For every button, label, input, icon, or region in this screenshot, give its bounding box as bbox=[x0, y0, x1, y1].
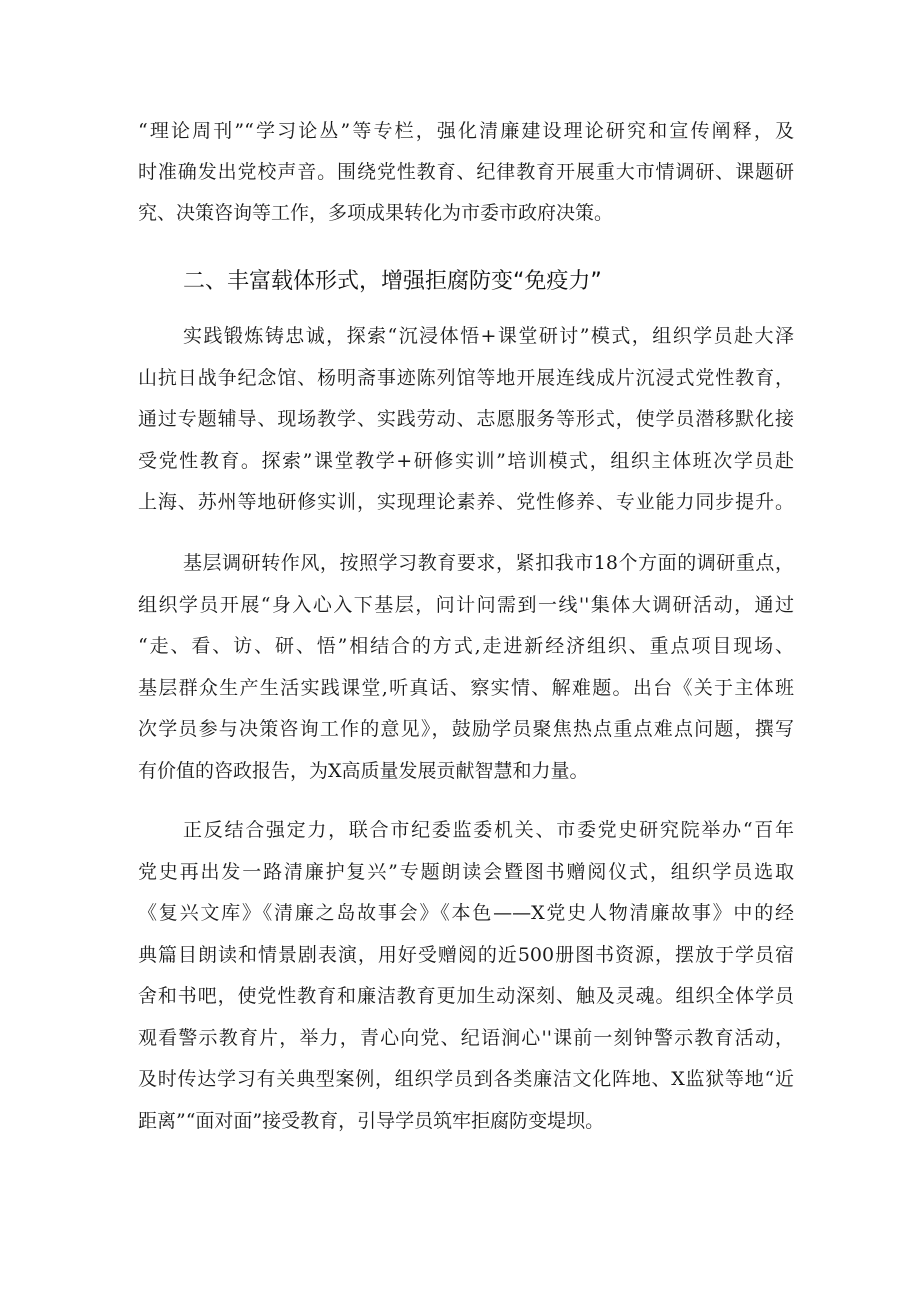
paragraph-2-line-1: 基层调研转作风，按照学习教育要求，紧扣我市18个方面的调研重点， bbox=[183, 552, 794, 574]
paragraph-3-line-5: 舍和书吧，使党性教育和廉洁教育更加生动深刻、触及灵魂。组织全体学员 bbox=[138, 985, 794, 1007]
paragraph-2-line-2: 组织学员开展“身入心入下基层，问计问需到一线''集体大调研活动，通过 bbox=[138, 594, 794, 616]
paragraph-1-line-4: 受党性教育。探索”课堂教学+研修实训”培训模式，组织主体班次学员赴 bbox=[138, 450, 794, 472]
paragraph-3-line-6: 观看警示教育片，举力，青心向党、纪语涧心''课前一刻钟警示教育活动， bbox=[138, 1027, 794, 1049]
paragraph-1-line-2: 山抗日战争纪念馆、杨明斋事迹陈列馆等地开展连线成片沉浸式党性教育， bbox=[138, 367, 794, 389]
paragraph-2-line-6: 有价值的咨政报告，为X高质量发展贡献智慧和力量。 bbox=[138, 760, 589, 782]
paragraph-3-line-3: 《复兴文库》《清廉之岛故事会》《本色——X党史人物清廉故事》中的经 bbox=[138, 902, 794, 924]
paragraph-1-line-3: 通过专题辅导、现场教学、实践劳动、志愿服务等形式，使学员潜移默化接 bbox=[138, 408, 794, 430]
paragraph-0-line-1: “理论周刊”“学习论丛”等专栏，强化清廉建设理论研究和宣传阐释，及 bbox=[138, 120, 794, 142]
paragraph-2-line-3: “走、看、访、研、悟”相结合的方式,走进新经济组织、重点项目现场、 bbox=[138, 635, 794, 657]
paragraph-0-line-2: 时准确发出党校声音。围绕党性教育、纪律教育开展重大市情调研、课题研 bbox=[138, 161, 794, 183]
paragraph-3-line-7: 及时传达学习有关典型案例，组织学员到各类廉洁文化阵地、X监狱等地“近 bbox=[138, 1068, 794, 1090]
paragraph-3-line-2: 党史再出发一路清廉护复兴”专题朗读会暨图书赠阅仪式，组织学员选取 bbox=[138, 861, 794, 883]
paragraph-0-line-3: 究、决策咨询等工作，多项成果转化为市委市政府决策。 bbox=[138, 202, 614, 224]
paragraph-3-line-8: 距离”“面对面”接受教育，引导学员筑牢拒腐防变堤坝。 bbox=[138, 1110, 605, 1132]
paragraph-3-line-1: 正反结合强定力，联合市纪委监委机关、市委党史研究院举办“百年 bbox=[183, 819, 794, 841]
paragraph-2-line-5: 次学员参与决策咨询工作的意见》，鼓励学员聚焦热点重点难点问题，撰写 bbox=[138, 718, 794, 740]
paragraph-3-line-4: 典篇目朗读和情景剧表演，用好受赠阅的近500册图书资源，摆放于学员宿 bbox=[138, 944, 794, 966]
section-heading: 二、丰富载体形式，增强拒腐防变“免疫力” bbox=[183, 269, 602, 294]
paragraph-2-line-4: 基层群众生产生活实践课堂,听真话、察实情、解难题。出台《关于主体班 bbox=[138, 677, 794, 699]
paragraph-1-line-1: 实践锻炼铸忠诚，探索“沉浸体悟+课堂研讨”模式，组织学员赴大泽 bbox=[183, 325, 794, 347]
paragraph-1-line-5: 上海、苏州等地研修实训，实现理论素养、党性修养、专业能力同步提升。 bbox=[138, 491, 794, 513]
